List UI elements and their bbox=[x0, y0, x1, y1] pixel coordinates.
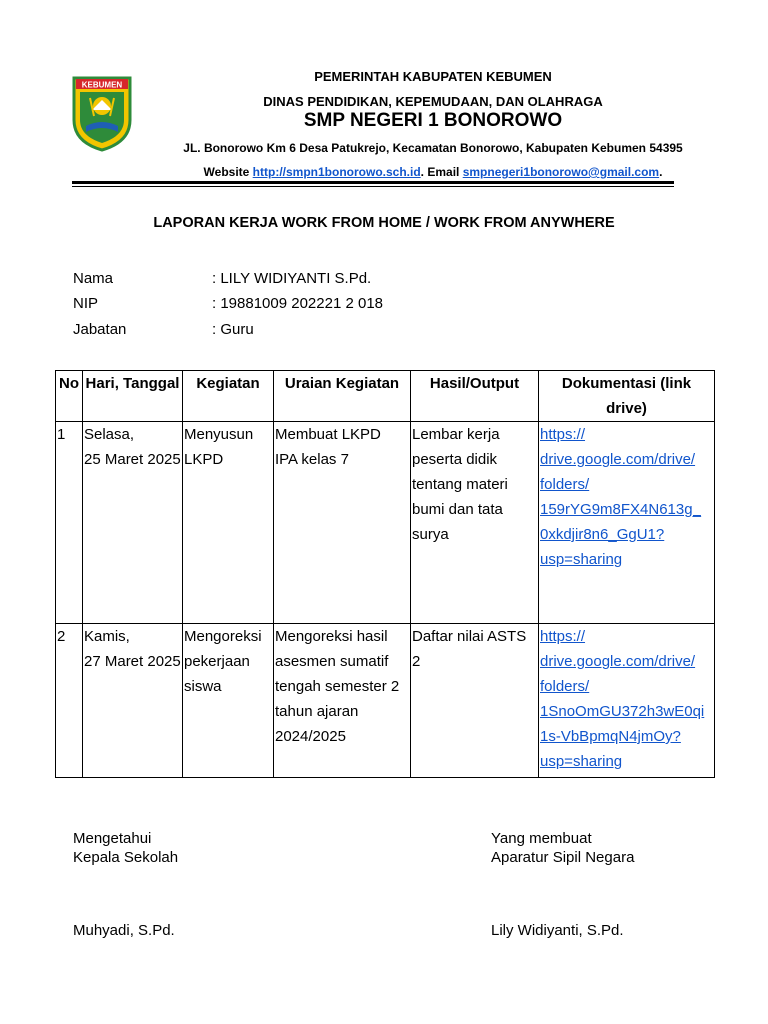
link-line: usp=sharing bbox=[540, 753, 623, 770]
identity-value-position: : Guru bbox=[212, 321, 254, 338]
link-line: drive.google.com/drive/ bbox=[540, 451, 696, 468]
cell-line: 2 bbox=[412, 653, 421, 670]
column-header-description: Uraian Kegiatan bbox=[274, 371, 411, 422]
table-row bbox=[56, 624, 715, 778]
cell-line: Mengoreksi hasil bbox=[275, 628, 388, 645]
identity-value-nip: : 19881009 202221 2 018 bbox=[212, 295, 383, 312]
table-header-row bbox=[56, 371, 715, 422]
link-line: drive.google.com/drive/ bbox=[540, 653, 696, 670]
link-line: 1SnoOmGU372h3wE0qi bbox=[540, 703, 705, 720]
header-divider-thick bbox=[72, 181, 674, 184]
cell-date bbox=[83, 422, 183, 624]
cell-line: bumi dan tata bbox=[412, 501, 503, 518]
cell-line: surya bbox=[412, 526, 449, 543]
column-header-documentation-line: Dokumentasi (link bbox=[561, 375, 692, 392]
cell-line: LKPD bbox=[184, 451, 224, 468]
link-line: https:// bbox=[540, 628, 586, 645]
drive-link[interactable] bbox=[540, 422, 713, 572]
cell-line: Menyusun bbox=[184, 426, 254, 443]
column-header-documentation-line: drive) bbox=[606, 400, 647, 417]
link-line: folders/ bbox=[540, 476, 590, 493]
link-line: 0xkdjir8n6_GgU1? bbox=[540, 526, 665, 543]
cell-line: Daftar nilai ASTS bbox=[412, 628, 527, 645]
identity-label-position: Jabatan bbox=[73, 321, 127, 338]
identity-label-name: Nama bbox=[73, 270, 114, 287]
header-address: JL. Bonorowo Km 6 Desa Patukrejo, Kecamatan Bonorowo, Kabupaten Kebumen 54395 bbox=[183, 141, 683, 155]
link-line: https:// bbox=[540, 426, 586, 443]
email-link[interactable]: smpnegeri1bonorowo@gmail.com bbox=[462, 165, 660, 179]
link-line: 159rYG9m8FX4N613g_ bbox=[540, 501, 701, 518]
cell-line: Kamis, bbox=[84, 628, 130, 645]
cell-output bbox=[411, 624, 539, 778]
signature-right-created-by: Yang membuat bbox=[491, 830, 592, 847]
column-header-date: Hari, Tanggal bbox=[83, 371, 183, 422]
cell-date bbox=[83, 624, 183, 778]
cell-documentation-link bbox=[539, 422, 715, 624]
header-government: PEMERINTAH KABUPATEN KEBUMEN bbox=[314, 69, 552, 84]
link-line: usp=sharing bbox=[540, 551, 623, 568]
header-contact bbox=[150, 165, 716, 179]
cell-line: Membuat LKPD bbox=[275, 426, 381, 443]
column-header-activity: Kegiatan bbox=[183, 371, 274, 422]
cell-output bbox=[411, 422, 539, 624]
email-label: . Email bbox=[420, 165, 463, 179]
header-contact-end: . bbox=[659, 165, 663, 179]
cell-line: asesmen sumatif bbox=[275, 653, 389, 670]
svg-text:KEBUMEN: KEBUMEN bbox=[81, 80, 123, 90]
cell-line: Lembar kerja bbox=[412, 426, 500, 443]
cell-no: 2 bbox=[56, 624, 83, 778]
cell-line: 2024/2025 bbox=[275, 728, 346, 745]
cell-activity bbox=[183, 422, 274, 624]
cell-line: Selasa, bbox=[84, 426, 135, 443]
identity-label-nip: NIP bbox=[73, 295, 99, 312]
header-department: DINAS PENDIDIKAN, KEPEMUDAAN, DAN OLAHRAGA bbox=[263, 94, 603, 109]
cell-line: Mengoreksi bbox=[184, 628, 262, 645]
signature-right-name: Lily Widiyanti, S.Pd. bbox=[491, 922, 624, 939]
table-row bbox=[56, 422, 715, 624]
cell-documentation-link bbox=[539, 624, 715, 778]
identity-value-name: : LILY WIDIYANTI S.Pd. bbox=[212, 270, 372, 287]
cell-line: 25 Maret 2025 bbox=[84, 451, 181, 468]
column-header-no: No bbox=[56, 371, 83, 422]
cell-line: IPA kelas 7 bbox=[275, 451, 349, 468]
link-line: folders/ bbox=[540, 678, 590, 695]
cell-line: 27 Maret 2025 bbox=[84, 653, 181, 670]
cell-no: 1 bbox=[56, 422, 83, 624]
cell-line: peserta didik bbox=[412, 451, 498, 468]
activity-report-table bbox=[55, 370, 715, 778]
kebumen-emblem-logo bbox=[72, 76, 132, 152]
website-label: Website bbox=[203, 165, 253, 179]
cell-description bbox=[274, 422, 411, 624]
website-link[interactable]: http://smpn1bonorowo.sch.id bbox=[252, 165, 421, 179]
column-header-documentation bbox=[539, 371, 715, 422]
report-title: LAPORAN KERJA WORK FROM HOME / WORK FROM ANYWHERE bbox=[153, 215, 615, 231]
signature-left-name: Muhyadi, S.Pd. bbox=[73, 922, 175, 939]
link-line: 1s-VbBpmqN4jmOy? bbox=[540, 728, 681, 745]
header-school-name: SMP NEGERI 1 BONOROWO bbox=[303, 110, 563, 131]
cell-description bbox=[274, 624, 411, 778]
cell-line: siswa bbox=[184, 678, 222, 695]
cell-line: tahun ajaran bbox=[275, 703, 359, 720]
cell-activity bbox=[183, 624, 274, 778]
cell-line: tengah semester 2 bbox=[275, 678, 400, 695]
signature-left-role: Kepala Sekolah bbox=[73, 849, 179, 866]
cell-line: tentang materi bbox=[412, 476, 508, 493]
signature-left-acknowledged: Mengetahui bbox=[73, 830, 152, 847]
cell-line: pekerjaan bbox=[184, 653, 250, 670]
signature-right-role: Aparatur Sipil Negara bbox=[491, 849, 635, 866]
header-divider-thin bbox=[72, 186, 674, 187]
drive-link[interactable] bbox=[540, 624, 713, 774]
column-header-output: Hasil/Output bbox=[411, 371, 539, 422]
